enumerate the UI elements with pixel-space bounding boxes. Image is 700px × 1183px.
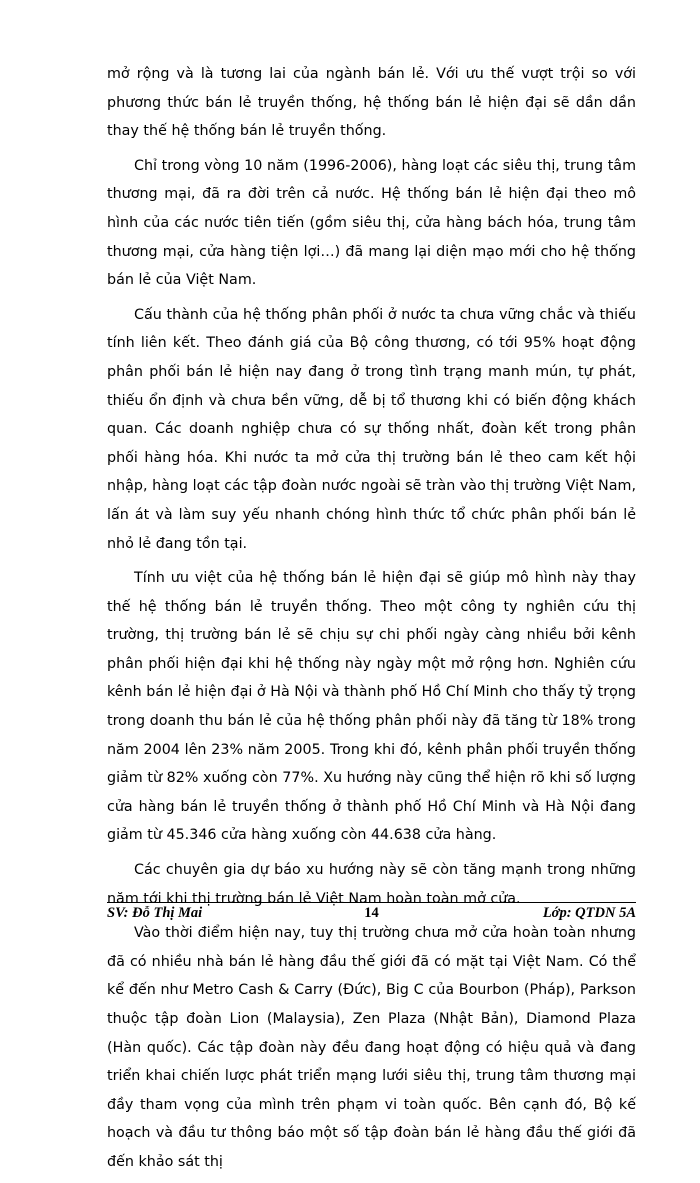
paragraph-3: Cấu thành của hệ thống phân phối ở nước ta chưa vững chắc và thiếu tính liên kết. Theo đánh giá của Bộ công thương, có tới 95% hoạt động phân phối bán lẻ hiện nay đang ở trong tình trạng manh mún, tự phát, thiếu ổn định và chưa bền vững, dễ bị tổ thương khi có biến động khách quan. Các doanh nghiệp chưa có sự thống nhất, đoàn kết trong phân phối hàng hóa. Khi nước ta mở cửa thị trường bán lẻ theo cam kết hội nhập, hàng loạt các tập đoàn nước ngoài sẽ tràn vào thị trường Việt Nam, lấn át và làm suy yếu nhanh chóng hình thức tổ chức phân phối bán lẻ nhỏ lẻ đang tồn tại. — [107, 306, 636, 552]
paragraph-4: Tính ưu việt của hệ thống bán lẻ hiện đại sẽ giúp mô hình này thay thế hệ thống bán lẻ truyền thống. Theo một công ty nghiên cứu thị trường, thị trường bán lẻ sẽ chịu sự chi phối ngày càng nhiều bởi kênh phân phối hiện đại khi hệ thống này ngày một mở rộng hơn. Nghiên cứu kênh bán lẻ hiện đại ở Hà Nội và thành phố Hồ Chí Minh cho thấy tỷ trọng trong doanh thu bán lẻ của hệ thống phân phối này đã tăng từ 18% trong năm 2004 lên 23% năm 2005. Trong khi đó, kênh phân phối truyền thống giảm từ 82% xuống còn 77%. Xu hướng này cũng thể hiện rõ khi số lượng cửa hàng bán lẻ truyền thống ở thành phố Hồ Chí Minh và Hà Nội đang giảm từ 45.346 cửa hàng xuống còn 44.638 cửa hàng. — [107, 570, 636, 844]
paragraph-2: Chỉ trong vòng 10 năm (1996-2006), hàng loạt các siêu thị, trung tâm thương mại, đã ra đời trên cả nước. Hệ thống bán lẻ hiện đại theo mô hình của các nước tiên tiến (gồm siêu thị, cửa hàng bách hóa, trung tâm thương mại, cửa hàng tiện lợi…) đã mang lại diện mạo mới cho hệ thống bán lẻ của Việt Nam. — [107, 157, 636, 289]
paragraph-1: mở rộng và là tương lai của ngành bán lẻ. Với ưu thế vượt trội so với phương thức bán lẻ truyền thống, hệ thống bán lẻ hiện đại sẽ dần dần thay thế hệ thống bán lẻ truyền thống. — [107, 66, 636, 140]
page-footer — [107, 903, 636, 923]
body-text — [107, 60, 636, 1183]
footer-page-number: 14 — [364, 905, 379, 921]
footer-class: Lớp: QTDN 5A — [542, 905, 636, 921]
paragraph-5: Các chuyên gia dự báo xu hướng này sẽ còn tăng mạnh trong những năm tới khi thị trường bán lẻ Việt Nam hoàn toàn mở cửa. — [107, 862, 636, 907]
footer-author: SV: Đỗ Thị Mai — [107, 905, 203, 921]
paragraph-6: Vào thời điểm hiện nay, tuy thị trường chưa mở cửa hoàn toàn nhưng đã có nhiều nhà bán lẻ hàng đầu thế giới đã có mặt tại Việt Nam. Có thể kể đến như Metro Cash & Carry (Đức), Big C của Bourbon (Pháp), Parkson thuộc tập đoàn Lion (Malaysia), Zen Plaza (Nhật Bản), Diamond Plaza (Hàn quốc). Các tập đoàn này đều đang hoạt động có hiệu quả và đang triển khai chiến lược phát triển mạng lưới siêu thị, trung tâm thương mại đầy tham vọng của mình trên phạm vi toàn quốc. Bên cạnh đó, Bộ kế hoạch và đầu tư thông báo một số tập đoàn bán lẻ hàng đầu thế giới đã đến khảo sát thị — [107, 925, 636, 1170]
